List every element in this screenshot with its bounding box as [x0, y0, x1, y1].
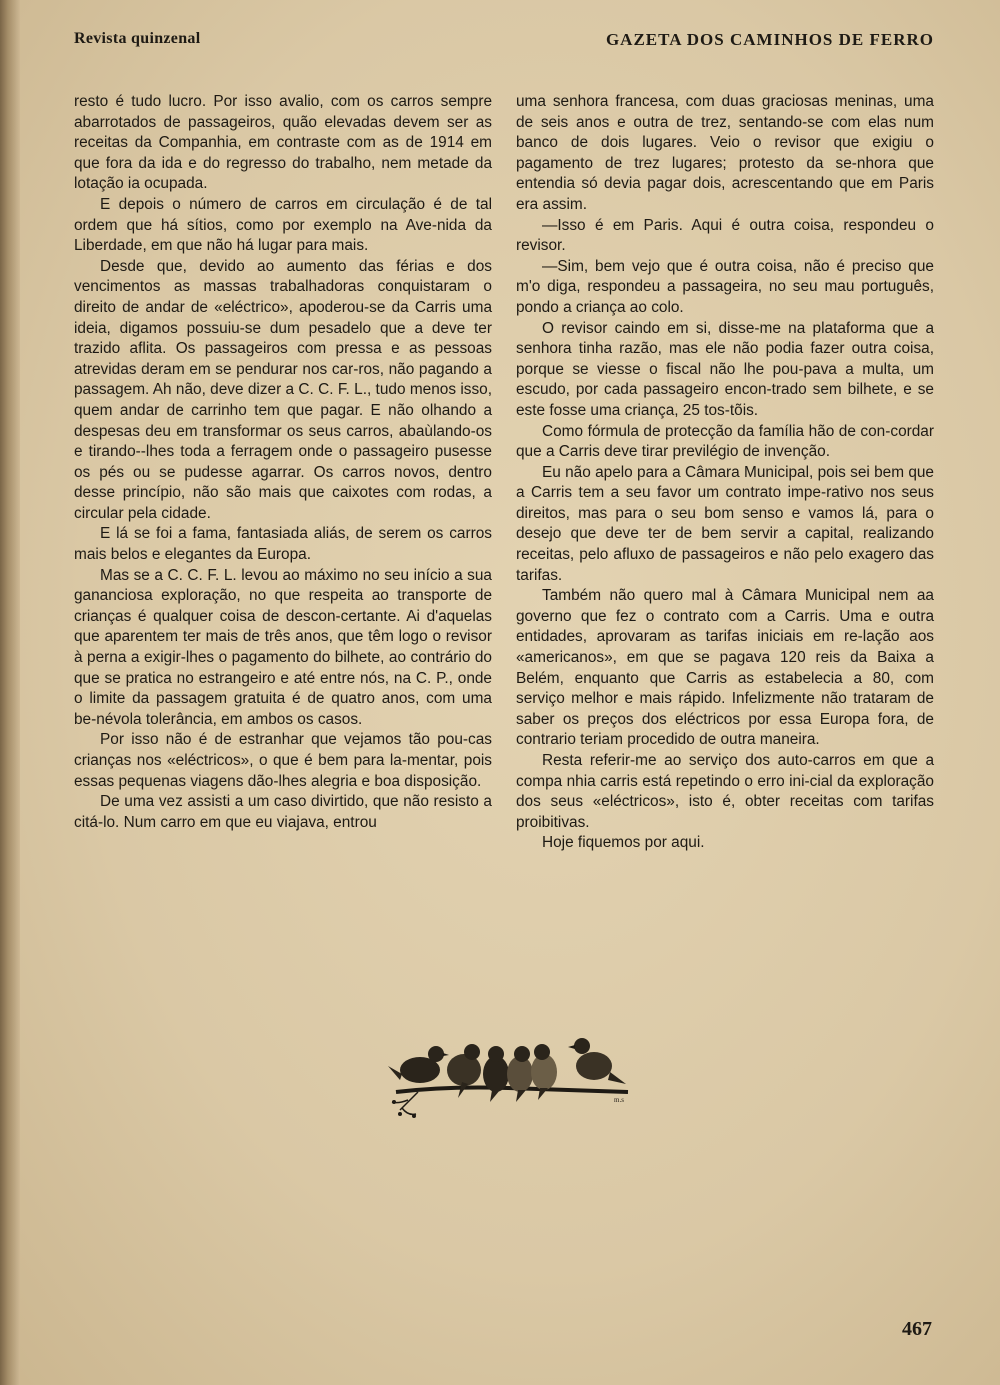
- paragraph: O revisor caindo em si, disse-me na plataforma que a senhora tinha razão, mas ele não podia fazer outra coisa, porque se viesse o fiscal não lhe pou-pava a multa, um escudo, por cada passageiro encon-trado sem bilhete, e se este fosse uma criança, 25 tos-tõis.: [516, 319, 934, 419]
- paragraph: Eu não apelo para a Câmara Municipal, pois sei bem que a Carris tem a seu favor um contrato impe-rativo nos seus direitos, mas para o seu bom senso e vamos lá, para o desejo que deve ter de bem servir a capital, realizando receitas, pelo afluxo de passageiros e não pelo exagero das tarifas.: [516, 463, 934, 584]
- paragraph: Também não quero mal à Câmara Municipal nem aa governo que fez o contrato com a Carris. Uma e outra entidades, aprovaram as tarifas iniciais em re-lação aos «americanos», em que se pagava 120 reis da Baixa a Belém, enquanto que Carris as estabelecia a 80, com serviço melhor e mais rápido. Infelizmente não trataram de saber os preços dos eléctricos por essa Europa fora, de contrario teriam procedido de outra maneira.: [516, 587, 934, 749]
- paragraph: Resta referir-me ao serviço dos auto-carros em que a compa nhia carris está repetindo o erro ini-cial da exploração dos seus «eléctricos», isto é, obter receitas com tarifas proibitivas.: [516, 752, 934, 831]
- left-column: [74, 92, 492, 833]
- right-column: [516, 92, 934, 854]
- paragraph: E depois o número de carros em circulação é de tal ordem que há sítios, como por exemplo na Ave-nida da Liberdade, em que não há lugar para mais.: [74, 195, 492, 255]
- birds-on-branch-icon: [378, 1030, 640, 1122]
- paragraph: resto é tudo lucro. Por isso avalio, com os carros sempre abarrotados de passageiros, quão elevadas devem ser as receitas da Companhia, em contraste com as de 1914 em que fora da ida e do regresso do trabalho, nem metade da lotação ia ocupada.: [74, 93, 492, 193]
- header-left: Revista quinzenal: [74, 30, 201, 47]
- paragraph: —Isso é em Paris. Aqui é outra coisa, respondeu o revisor.: [516, 216, 934, 255]
- paragraph: E lá se foi a fama, fantasiada aliás, de serem os carros mais belos e elegantes da Europa.: [74, 525, 492, 564]
- page-number: 467: [902, 1318, 932, 1340]
- paragraph: —Sim, bem vejo que é outra coisa, não é preciso que m'o diga, respondeu a passageira, no seu mau português, pondo a criança ao colo.: [516, 257, 934, 316]
- paragraph: uma senhora francesa, com duas graciosas meninas, uma de seis anos e outra de trez, sentando-se com elas num banco de dois lugares. Veio o revisor que exigiu o pagamento de trez lugares; protesto da se-nhora que entendia só devia pagar dois, acrescentando que em Paris era assim.: [516, 93, 934, 213]
- ornament-signature: m.s: [614, 1096, 624, 1104]
- paragraph: Hoje fiquemos por aqui.: [542, 834, 705, 852]
- binding-shadow: [0, 0, 20, 1385]
- header-right: GAZETA DOS CAMINHOS DE FERRO: [605, 30, 934, 49]
- paragraph: Desde que, devido ao aumento das férias e dos vencimentos as massas trabalhadoras conquistaram o direito de andar de «eléctrico», apoderou-se da Carris uma ideia, digamos possuiu-se dum pesadelo que a deve ter trazido aflita. Os passageiros com pressa e as pessoas atrevidas deram em se pendurar nos car-ros, não pagando a passagem. Ah não, deve dizer a C. C. F. L., tudo menos isso, quem andar de carrinho tem que pagar. E não olhando a despesas deu em transformar os seus carros, abaùlando-os e tirando--lhes toda a ferragem onde o passageiro pusesse os pés ou se pudesse agarrar. Os carros novos, dentro desse princípio, não são mais que caixotes com rodas, a circular pela cidade.: [74, 257, 492, 522]
- paragraph: Como fórmula de protecção da família hão de con-cordar que a Carris deve tirar previlégio de invenção.: [516, 422, 934, 461]
- paragraph: De uma vez assisti a um caso divirtido, que não resisto a citá-lo. Num carro em que eu viajava, entrou: [74, 793, 492, 831]
- paragraph: Por isso não é de estranhar que vejamos tão pou-cas crianças nos «eléctricos», o que é bem para la-mentar, pois essas pequenas viagens dão-lhes alegria e boa disposição.: [74, 731, 492, 790]
- paragraph: Mas se a C. C. F. L. levou ao máximo no seu início a sua gananciosa exploração, no que respeita ao transporte de crianças é qualquer coisa de descon-certante. Ai d'aquelas que aparentem ter mais de três anos, que têm logo o revisor à perna a exigir-lhes o pagamento do bilhete, ao contrário do que se pratica no estrangeiro e até entre nós, na C. P., onde o limite da passagem gratuita é de quatro anos, com uma be-névola tolerância, em ambos os casos.: [74, 566, 492, 728]
